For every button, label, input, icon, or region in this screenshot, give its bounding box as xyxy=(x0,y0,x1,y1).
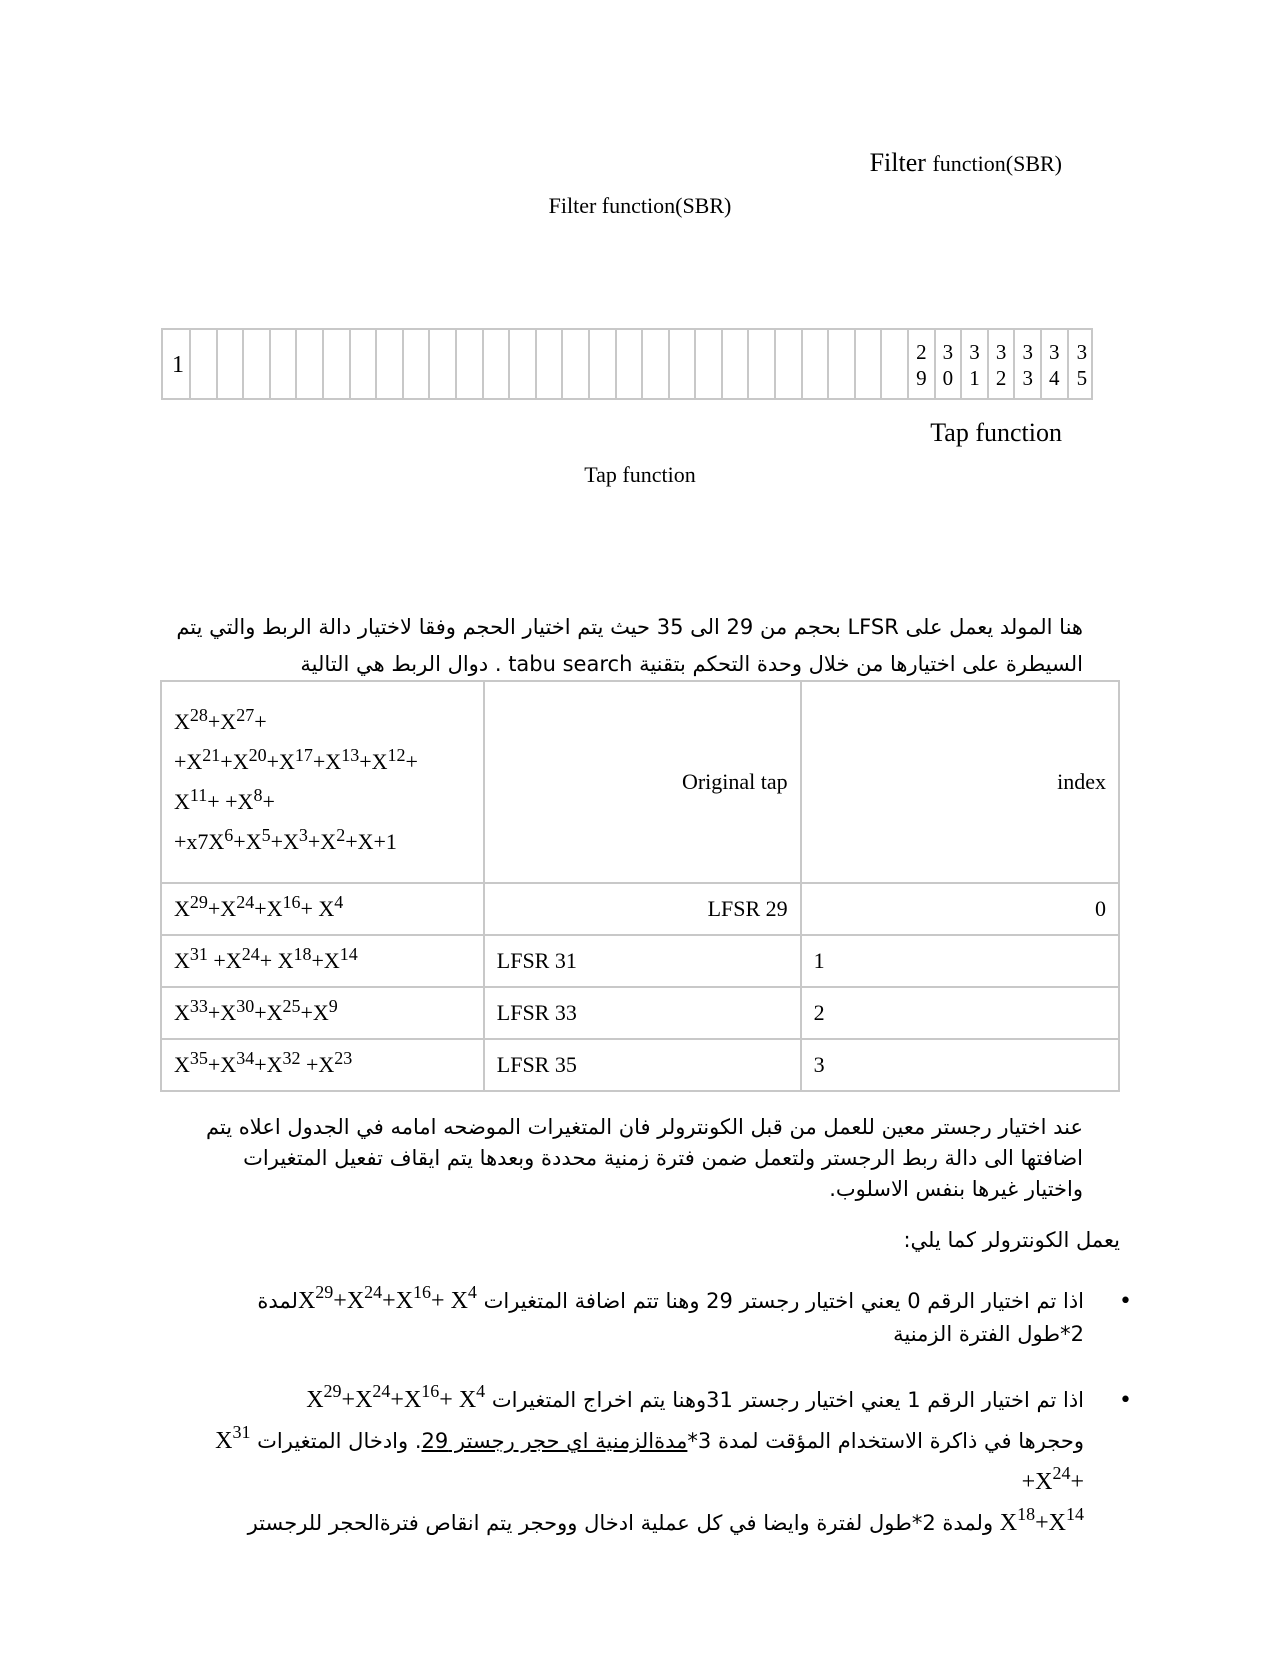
register-cell xyxy=(297,330,324,398)
polynomial-cell: $X^{31} +X^{24}+ X^{18}+X^{14}$ xyxy=(161,935,484,987)
filter-word: Filter xyxy=(869,148,926,177)
bullet-math: $X^{29}+X^{24}+X^{16}+ X^4$ xyxy=(306,1381,486,1413)
register-cell xyxy=(670,330,697,398)
bullet-text: اذا تم اختيار الرقم 1 يعني اختيار رجستر 31وهنا يتم اخراج المتغيرات xyxy=(491,1388,1084,1412)
register-cell xyxy=(962,330,989,398)
register-cell xyxy=(563,330,590,398)
filter-function-caption: Filter function(SBR) xyxy=(548,193,732,218)
para-line: واختيار غيرها بنفس الاسلوب. xyxy=(829,1177,1083,1201)
register-digit: 3 xyxy=(1076,340,1088,364)
register-cell xyxy=(989,330,1016,398)
polynomial-cell: $X^{33}+X^{30}+X^{25}+X^9$ xyxy=(161,987,484,1039)
index-cell: 0 xyxy=(801,883,1119,935)
bullet-math: $X^{31} +X^{24}+$ xyxy=(215,1422,1084,1495)
intro-paragraph xyxy=(158,606,1083,686)
bullet-math: $X^{18}+X^{14}$ xyxy=(999,1504,1084,1536)
table-row xyxy=(161,883,1119,935)
header-original-tap: Original tap xyxy=(484,681,801,883)
tap-cell: LFSR 35 xyxy=(484,1039,801,1091)
register-digit: 3 xyxy=(942,340,954,364)
table-row xyxy=(161,1039,1119,1091)
para-line: عند اختيار رجستر معين للعمل من قبل الكونترولر فان المتغيرات الموضحه امامه في الجدول اعلاه يتم xyxy=(205,1115,1083,1139)
register-cell xyxy=(404,330,431,398)
bullet-dot-icon: • xyxy=(1119,1388,1132,1413)
register-cell xyxy=(723,330,750,398)
register-cell xyxy=(324,330,351,398)
selection-paragraph xyxy=(158,1112,1083,1205)
para-line: اضافتها الى دالة ربط الرجستر ولتعمل ضمن فترة زمنية محددة وبعدها يتم ايقاف تفعيل المتغيرات xyxy=(243,1146,1083,1170)
bullet-line xyxy=(158,1503,1084,1544)
poly-line: $X^{28}+X^{27}+$ xyxy=(174,705,267,734)
register-cell xyxy=(430,330,457,398)
register-cell xyxy=(191,330,218,398)
tap-cell: LFSR 29 xyxy=(484,883,801,935)
bullet-item xyxy=(158,1281,1132,1355)
tap-function-caption: Tap function xyxy=(584,462,696,487)
bullet-line xyxy=(158,1380,1084,1421)
index-cell: 1 xyxy=(801,935,1119,987)
register-digit: 1 xyxy=(969,366,980,390)
header-polynomial-cell xyxy=(161,681,484,883)
register-cell xyxy=(218,330,245,398)
index-cell: 2 xyxy=(801,987,1119,1039)
register-cell xyxy=(829,330,856,398)
register-digit: 0 xyxy=(942,366,954,390)
filter-function-heading xyxy=(870,148,1062,178)
tap-table xyxy=(160,680,1120,1092)
bullet-math: $X^{29}+X^{24}+X^{16}+ X^4$ xyxy=(297,1282,477,1314)
register-cell xyxy=(803,330,830,398)
polynomial-cell: $X^{29}+X^{24}+X^{16}+ X^4$ xyxy=(161,883,484,935)
poly-line: $+x7X^6+X^5+X^3+X^2+X+1$ xyxy=(174,825,397,854)
register-cell xyxy=(856,330,883,398)
bullet-line xyxy=(158,1421,1084,1503)
register-cell xyxy=(936,330,963,398)
register-cell xyxy=(1042,330,1069,398)
register-cell xyxy=(617,330,644,398)
register-digit: 3 xyxy=(969,340,980,364)
register-digit: 3 xyxy=(1049,340,1060,364)
intro-line: السيطرة على اختيارها من خلال وحدة التحكم بتقنية tabu search . دوال الربط هي التالية xyxy=(300,652,1083,676)
poly-line: $+X^{21}+X^{20}+X^{17}+X^{13}+X^{12}+$ xyxy=(174,745,418,774)
register-cell-first xyxy=(163,330,191,398)
underlined-text: مدةالزمنية اي حجر رجستر 29 xyxy=(421,1429,688,1453)
register-cell-label: 1 xyxy=(172,352,184,378)
bullet-text: وحجرها في ذاكرة الاستخدام المؤقت لمدة 3* xyxy=(687,1429,1084,1453)
controller-heading: يعمل الكونترولر كما يلي: xyxy=(903,1228,1120,1252)
register-cell xyxy=(776,330,803,398)
register-digit: 3 xyxy=(995,340,1007,364)
register-digit: 3 xyxy=(1022,340,1033,364)
tap-cell: LFSR 33 xyxy=(484,987,801,1039)
register-digit: 3 xyxy=(1022,366,1033,390)
register-cell xyxy=(909,330,936,398)
tap-function-heading: Tap function xyxy=(930,418,1062,447)
register-cell xyxy=(244,330,271,398)
register-digit: 5 xyxy=(1076,366,1088,390)
register-cell xyxy=(377,330,404,398)
register-cell xyxy=(510,330,537,398)
table-row xyxy=(161,935,1119,987)
bullet-text: لمدة xyxy=(257,1289,298,1313)
bullet-text: اذا تم اختيار الرقم 0 يعني اختيار رجستر 29 وهنا تتم اضافة المتغيرات xyxy=(483,1289,1084,1313)
table-header-row xyxy=(161,681,1119,883)
table-row xyxy=(161,987,1119,1039)
bullet-text: . وادخال المتغيرات xyxy=(257,1429,422,1453)
register-digit: 9 xyxy=(916,366,927,390)
bullet-text: ولمدة 2*طول لفترة وايضا في كل عملية ادخال ووحجر يتم انقاص فترةالحجر للرجستر xyxy=(247,1511,994,1535)
register-cell xyxy=(882,330,909,398)
register-cell xyxy=(749,330,776,398)
lfsr-register-strip xyxy=(161,328,1093,400)
register-digit: 2 xyxy=(916,340,927,364)
poly-line: $X^{11}+ +X^8+$ xyxy=(174,785,275,814)
register-cell xyxy=(590,330,617,398)
intro-line: هنا المولد يعمل على LFSR بحجم من 29 الى 35 حيث يتم اختيار الحجم وفقا لاختيار دالة الربط والتي يتم xyxy=(176,615,1083,639)
tap-cell: LFSR 31 xyxy=(484,935,801,987)
register-cell xyxy=(1015,330,1042,398)
header-index: index xyxy=(801,681,1119,883)
bullet-line: 2*طول الفترة الزمنية xyxy=(893,1322,1084,1346)
register-cell xyxy=(1069,330,1096,398)
register-digit: 4 xyxy=(1049,366,1060,390)
register-cell xyxy=(484,330,511,398)
filter-sbr-word: function(SBR) xyxy=(932,151,1062,176)
bullet-dot-icon: • xyxy=(1119,1289,1132,1314)
register-cell xyxy=(696,330,723,398)
register-digit: 2 xyxy=(995,366,1007,390)
register-cell xyxy=(271,330,298,398)
register-cell xyxy=(643,330,670,398)
bullet-item xyxy=(158,1380,1132,1544)
polynomial-cell: $X^{35}+X^{34}+X^{32} +X^{23}$ xyxy=(161,1039,484,1091)
register-cell xyxy=(351,330,378,398)
register-cell xyxy=(457,330,484,398)
index-cell: 3 xyxy=(801,1039,1119,1091)
register-cell xyxy=(537,330,564,398)
